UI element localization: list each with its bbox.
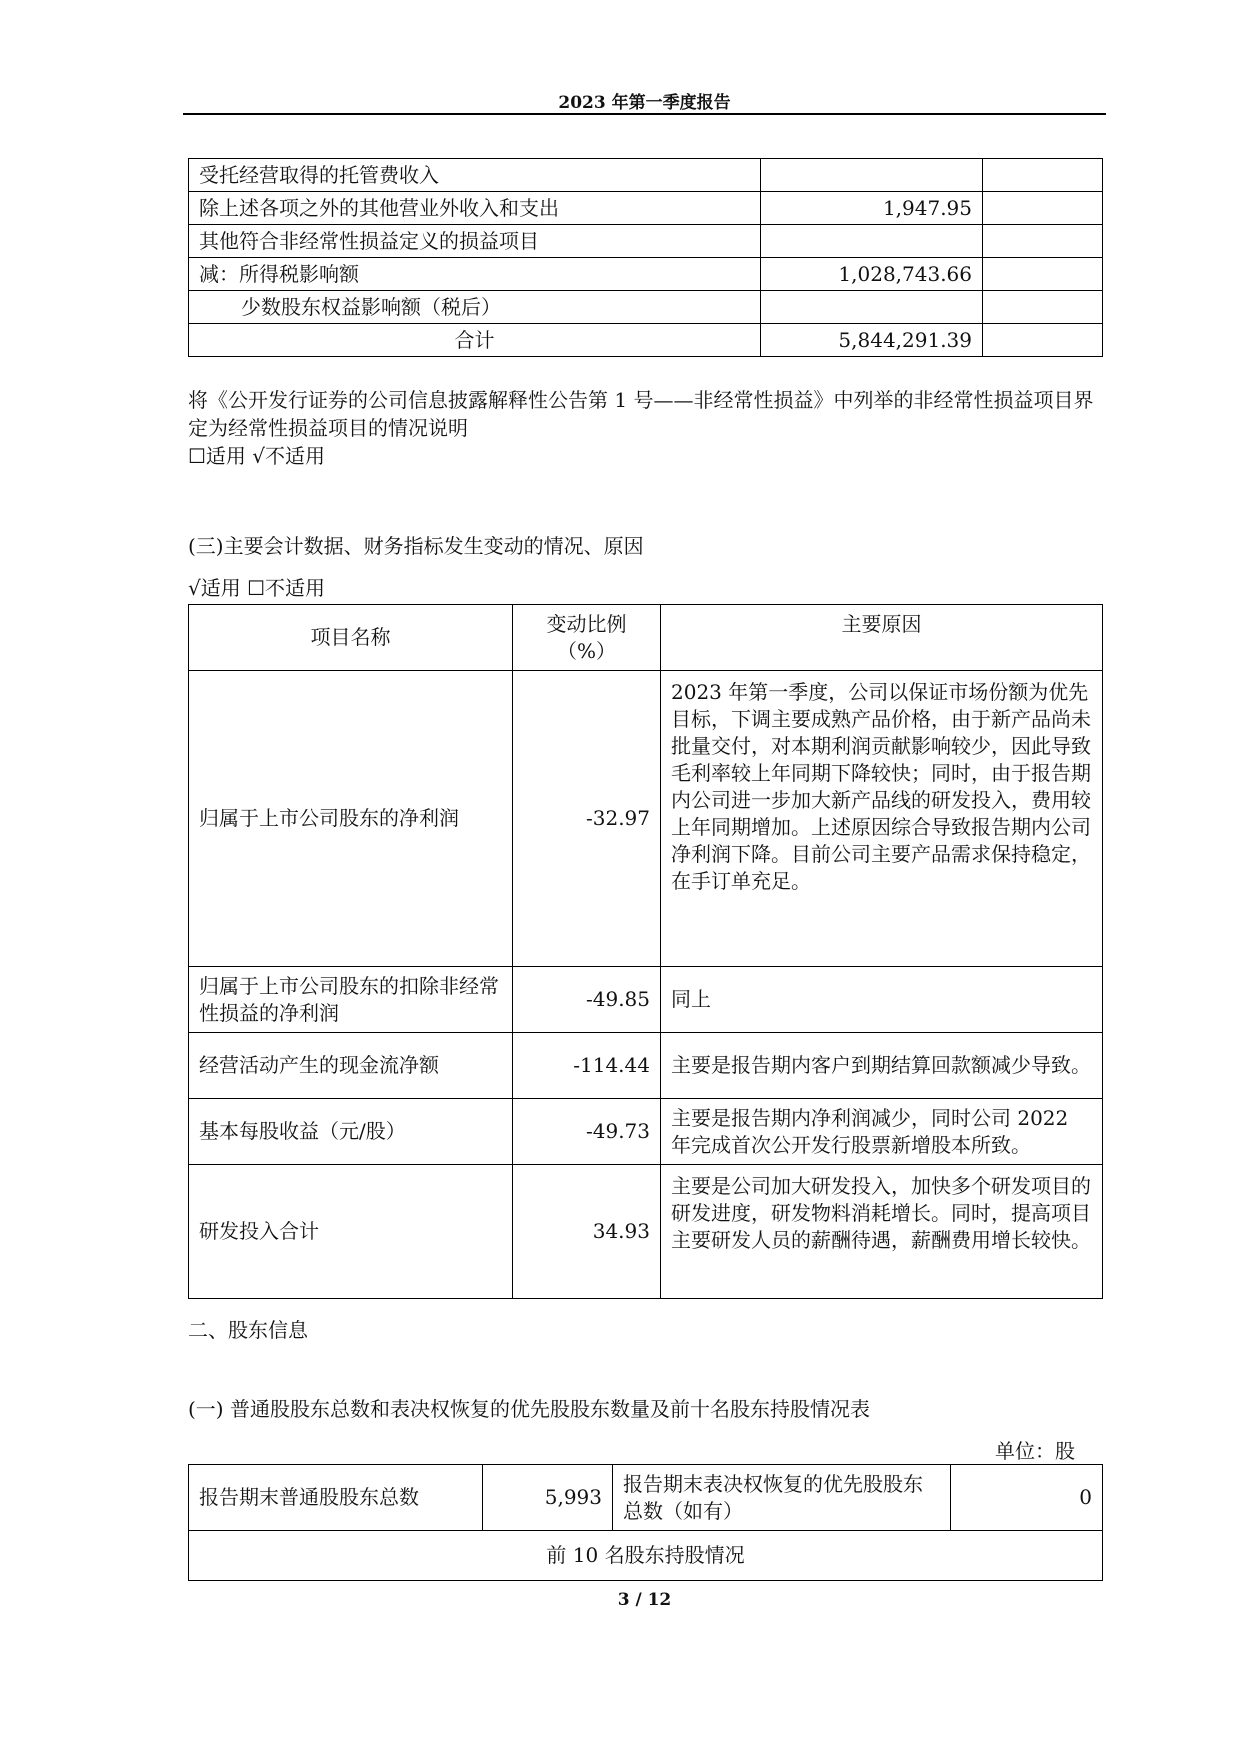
applicability-choice: √适用 ☐不适用 (188, 576, 326, 600)
amount-cell: 1,947.95 (761, 192, 983, 225)
note-cell (983, 159, 1103, 192)
section-title: 二、股东信息 (188, 1318, 308, 1342)
ratio-cell: -114.44 (513, 1033, 661, 1099)
top10-heading: 前 10 名股东持股情况 (189, 1531, 1103, 1581)
applicability-choice: ☐适用 √不适用 (188, 444, 326, 468)
note-cell (983, 291, 1103, 324)
section-title: (三)主要会计数据、财务指标发生变动的情况、原因 (188, 534, 644, 558)
table-row (189, 192, 1103, 225)
table-row (189, 671, 1103, 967)
total-amount: 5,844,291.39 (761, 324, 983, 357)
ratio-cell: -49.85 (513, 967, 661, 1033)
subsection-title: (一) 普通股股东总数和表决权恢复的优先股股东数量及前十名股东持股情况表 (188, 1397, 870, 1421)
item-cell: 其他符合非经常性损益定义的损益项目 (189, 225, 761, 258)
nonrecurring-note: 将《公开发行证券的公司信息披露解释性公告第 1 号——非经常性损益》中列举的非经常性损益项目界定为经常性损益项目的情况说明 (188, 388, 1094, 440)
note-cell (983, 324, 1103, 357)
change-reasons-table (188, 604, 1103, 1299)
header-item: 项目名称 (189, 605, 513, 671)
item-cell: 归属于上市公司股东的净利润 (189, 671, 513, 967)
nonrecurring-table (188, 158, 1103, 357)
table-row (189, 258, 1103, 291)
ratio-cell: -32.97 (513, 671, 661, 967)
table-row (189, 1165, 1103, 1299)
common-holders-value: 5,993 (483, 1465, 613, 1531)
header-ratio: 变动比例（%） (513, 605, 661, 671)
item-cell: 少数股东权益影响额（税后） (189, 291, 761, 324)
page-number: 3 / 12 (617, 1590, 672, 1610)
note-cell (983, 192, 1103, 225)
table-row (189, 1099, 1103, 1165)
ratio-cell: -49.73 (513, 1099, 661, 1165)
shareholder-summary-table (188, 1464, 1103, 1581)
amount-cell (761, 291, 983, 324)
reason-cell: 2023 年第一季度，公司以保证市场份额为优先目标，下调主要成熟产品价格，由于新产品尚未批量交付，对本期利润贡献影响较少，因此导致毛利率较上年同期下降较快；同时，由于报告期内公司进一步加大新产品线的研发投入，费用较上年同期增加。上述原因综合导致报告期内公司净利润下降。目前公司主要产品需求保持稳定，在手订单充足。 (661, 671, 1103, 967)
table-row (189, 1033, 1103, 1099)
table-row-total (189, 324, 1103, 357)
unit-label: 单位：股 (995, 1439, 1075, 1463)
item-cell: 受托经营取得的托管费收入 (189, 159, 761, 192)
amount-cell (761, 225, 983, 258)
reason-cell: 主要是报告期内净利润减少，同时公司 2022 年完成首次公开发行股票新增股本所致。 (661, 1099, 1103, 1165)
reason-cell: 主要是报告期内客户到期结算回款额减少导致。 (661, 1033, 1103, 1099)
common-holders-label: 报告期末普通股股东总数 (189, 1465, 483, 1531)
table-row (189, 159, 1103, 192)
item-cell: 经营活动产生的现金流净额 (189, 1033, 513, 1099)
preferred-holders-value: 0 (951, 1465, 1103, 1531)
note-cell (983, 258, 1103, 291)
item-cell: 基本每股收益（元/股） (189, 1099, 513, 1165)
table-row (189, 967, 1103, 1033)
total-label: 合计 (189, 324, 761, 357)
header-rule (183, 113, 1106, 115)
item-cell: 归属于上市公司股东的扣除非经常性损益的净利润 (189, 967, 513, 1033)
table-row (189, 225, 1103, 258)
item-cell: 除上述各项之外的其他营业外收入和支出 (189, 192, 761, 225)
reason-cell: 同上 (661, 967, 1103, 1033)
item-cell: 研发投入合计 (189, 1165, 513, 1299)
reason-cell: 主要是公司加大研发投入，加快多个研发项目的研发进度，研发物料消耗增长。同时，提高项目主要研发人员的薪酬待遇，薪酬费用增长较快。 (661, 1165, 1103, 1299)
amount-cell: 1,028,743.66 (761, 258, 983, 291)
table-row (189, 291, 1103, 324)
page-header: 2023 年第一季度报告 (558, 93, 731, 113)
preferred-holders-label: 报告期末表决权恢复的优先股股东总数（如有） (613, 1465, 951, 1531)
ratio-cell: 34.93 (513, 1165, 661, 1299)
item-cell: 减：所得税影响额 (189, 258, 761, 291)
table-header-row (189, 605, 1103, 671)
table-row (189, 1465, 1103, 1531)
header-reason: 主要原因 (661, 605, 1103, 671)
amount-cell (761, 159, 983, 192)
table-row (189, 1531, 1103, 1581)
note-cell (983, 225, 1103, 258)
